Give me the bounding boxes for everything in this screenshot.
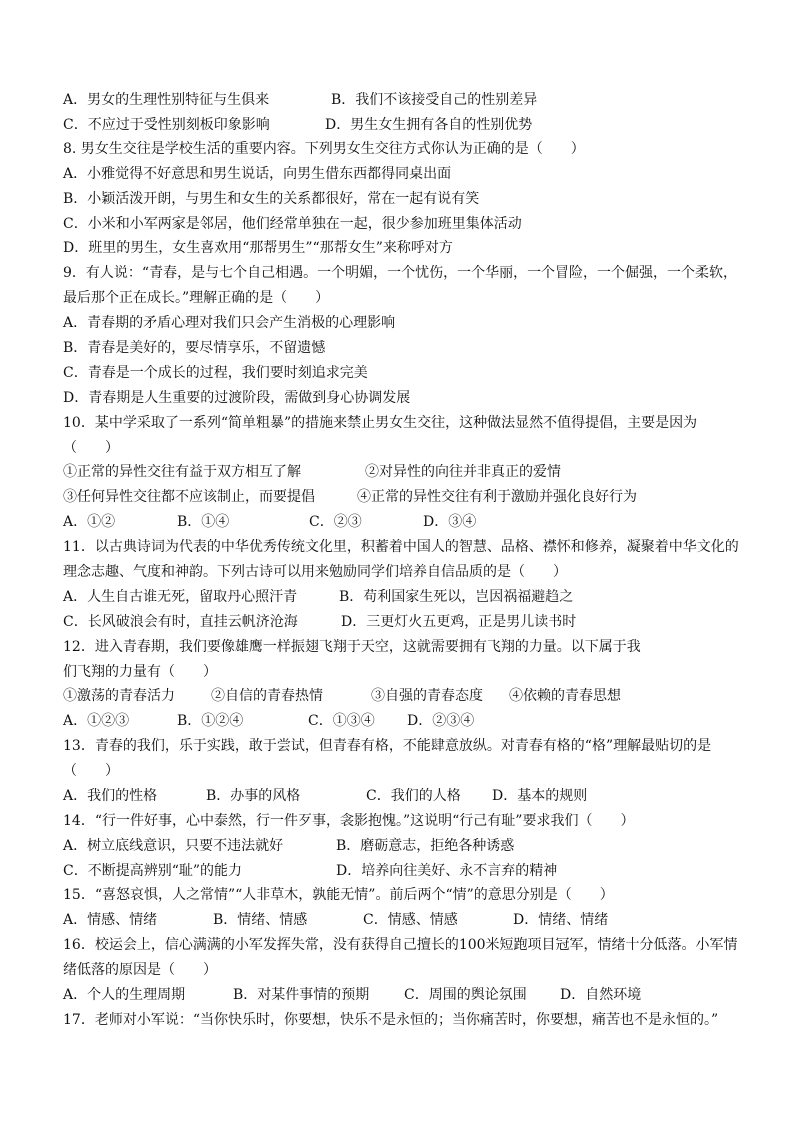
q12-options	[63, 711, 753, 731]
q14-stem: 14．“行一件好事，心中泰然，行一件歹事，衾影抱愧。”这说明“行己有耻”要求我们（ ）	[63, 813, 635, 829]
q17-stem: 17．老师对小军说：“当你快乐时，你要想，快乐不是永恒的；当你痛苦时，你要想，痛苦也不是永恒的。”	[63, 1012, 719, 1028]
q10-statements-34	[63, 487, 753, 507]
q11-option-b: B．苟利国家生死以，岂因祸福避趋之	[339, 589, 574, 605]
q9-option-b: B．青春是美好的，要尽情享乐，不留遗憾	[63, 340, 326, 356]
q9-stem-line1: 9．有人说：“青春，是与七个自己相遇。一个明媚，一个忧伤，一个华丽，一个冒险，一个倔强，一个柔软，	[63, 265, 738, 281]
q10-options	[63, 512, 753, 532]
q12-statement-4: ④依赖的青春思想	[509, 688, 621, 704]
q11-option-c: C．长风破浪会有时，直挂云帆济沧海	[63, 614, 298, 630]
q15-option-a: A．情感、情绪	[63, 912, 158, 928]
q13-stem-line1: 13．青春的我们，乐于实践，敢于尝试，但青春有格，不能肆意放纵。对青春有格的“格”理解最贴切的是	[63, 738, 712, 754]
q7-options-cd	[63, 115, 753, 135]
q15-option-d: D．情绪、情绪	[513, 912, 609, 928]
q11-options-ab	[63, 587, 753, 607]
q11-option-a: A．人生自古谁无死，留取丹心照汗青	[63, 589, 298, 605]
q14-option-c: C．不断提高辨别“耻”的能力	[63, 863, 243, 879]
q12-statement-2: ②自信的青春热情	[211, 688, 323, 704]
q12-statement-1: ①激荡的青春活力	[63, 688, 175, 704]
q12-option-b: B．①②④	[177, 713, 244, 729]
q14-options-cd	[63, 861, 753, 881]
q10-option-c: C．②③	[309, 514, 362, 530]
q12-option-d: D．②③④	[407, 713, 475, 729]
q13-option-a: A．我们的性格	[63, 788, 158, 804]
q10-stem-line1: 10．某中学采取了一系列“简单粗暴”的措施来禁止男女生交往，这种做法显然不值得提倡，主要是因为	[63, 415, 698, 431]
q10-statement-4: ④正常的异性交往有利于激励并强化良好行为	[357, 489, 637, 505]
q12-stem-line1: 12．进入青春期，我们要像雄鹰一样振翅飞翔于天空，这就需要拥有飞翔的力量。以下属于我	[63, 639, 641, 655]
q14-option-b: B．磨砺意志，拒绝各种诱惑	[336, 838, 515, 854]
q14-option-d: D．培养向往美好、永不言弃的精神	[336, 863, 558, 879]
q10-option-b: B．①④	[177, 514, 230, 530]
q15-stem: 15．“喜怒哀惧，人之常情”“人非草木，孰能无情”。前后两个“情”的意思分别是（ ）	[63, 887, 614, 903]
q11-options-cd	[63, 612, 753, 632]
q12-option-a: A．①②③	[63, 713, 130, 729]
q15-option-b: B．情绪、情感	[213, 912, 308, 928]
q15-option-c: C．情感、情感	[363, 912, 458, 928]
q9-option-a: A．青春期的矛盾心理对我们只会产生消极的心理影响	[63, 315, 396, 331]
q13-stem-line2: （ ）	[63, 763, 119, 779]
q7-option-a: A．男女的生理性别特征与生俱来	[63, 92, 270, 108]
q7-option-c: C．不应过于受性别刻板印象影响	[63, 117, 270, 133]
q13-option-b: B．办事的风格	[206, 788, 301, 804]
q7-option-d: D．男生女生拥有各自的性别优势	[325, 117, 533, 133]
q10-statement-1: ①正常的异性交往有益于双方相互了解	[63, 464, 301, 480]
q8-option-c: C．小米和小军两家是邻居，他们经常单独在一起，很少参加班里集体活动	[63, 216, 522, 232]
q9-option-c: C．青春是一个成长的过程，我们要时刻追求完美	[63, 365, 368, 381]
q10-statements-12	[63, 462, 753, 482]
q8-option-b: B．小颖活泼开朗，与男生和女生的关系都很好，常在一起有说有笑	[63, 191, 480, 207]
q16-options	[63, 985, 753, 1005]
q14-option-a: A．树立底线意识，只要不违法就好	[63, 838, 284, 854]
q16-stem-line2: 绪低落的原因是（ ）	[63, 962, 217, 978]
q16-option-b: B．对某件事情的预期	[233, 987, 370, 1003]
q16-option-c: C．周围的舆论氛围	[404, 987, 527, 1003]
q9-stem-line2: 最后那个正在成长。”理解正确的是（ ）	[63, 290, 330, 306]
q11-stem-line2: 理念志趣、气度和神韵。下列古诗可以用来勉励同学们培养自信品质的是（ ）	[63, 564, 567, 580]
q11-option-d: D．三更灯火五更鸡，正是男儿读书时	[341, 614, 577, 630]
q13-options	[63, 786, 753, 806]
q16-stem-line1: 16．校运会上，信心满满的小军发挥失常，没有获得自己擅长的100米短跑项目冠军，情绪十分低落。小军情	[63, 937, 738, 953]
q16-option-a: A．个人的生理周期	[63, 987, 186, 1003]
q12-statements	[63, 686, 753, 706]
q8-option-a: A．小雅觉得不好意思和男生说话，向男生借东西都得同桌出面	[63, 166, 452, 182]
q8-option-d: D．班里的男生，女生喜欢用“那帮男生”“那帮女生”来称呼对方	[63, 240, 453, 256]
q12-option-c: C．①③④	[308, 713, 375, 729]
q15-options	[63, 910, 753, 930]
q12-stem-line2: 们飞翔的力量有（ ）	[63, 664, 217, 680]
q10-statement-2: ②对异性的向往并非真正的爱情	[365, 464, 561, 480]
q13-option-c: C．我们的人格	[366, 788, 461, 804]
q14-options-ab	[63, 836, 753, 856]
q16-option-d: D．自然环境	[560, 987, 642, 1003]
q10-statement-3: ③任何异性交往都不应该制止，而要提倡	[63, 489, 315, 505]
q11-stem-line1: 11．以古典诗词为代表的中华优秀传统文化里，积蓄着中国人的智慧、品格、襟怀和修养，凝聚着中华文化的	[63, 539, 739, 555]
q10-option-a: A．①②	[63, 514, 116, 530]
q9-option-d: D．青春期是人生重要的过渡阶段，需做到身心协调发展	[63, 390, 411, 406]
q7-option-b: B．我们不该接受自己的性别差异	[331, 92, 538, 108]
q10-option-d: D．③④	[423, 514, 477, 530]
q13-option-d: D．基本的规则	[492, 788, 588, 804]
q10-stem-line2: （ ）	[63, 440, 119, 456]
q7-options-ab	[63, 90, 753, 110]
q12-statement-3: ③自强的青春态度	[371, 688, 483, 704]
q8-stem: 8. 男女生交往是学校生活的重要内容。下列男女生交往方式你认为正确的是（ ）	[63, 141, 585, 157]
